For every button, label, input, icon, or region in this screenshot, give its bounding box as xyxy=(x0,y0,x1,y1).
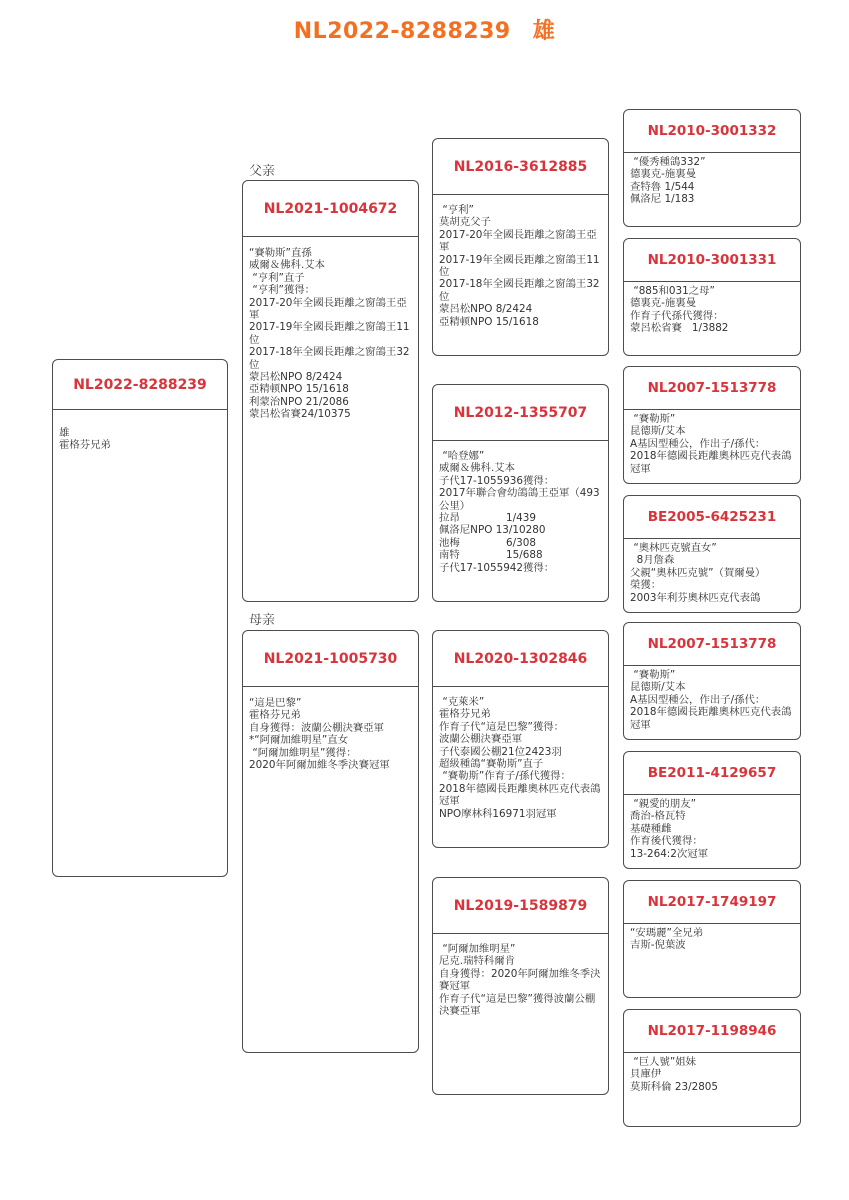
sire-sire-card[interactable] xyxy=(432,138,609,356)
ssd-ring: NL2010-3001331 xyxy=(624,239,800,282)
sire-sire-ring: NL2016-3612885 xyxy=(433,139,608,195)
dam-dam-ring: NL2019-1589879 xyxy=(433,878,608,934)
dss-card[interactable] xyxy=(623,622,801,740)
dam-sire-text: “克萊米” 霍格芬兄弟 作育子代“這是巴黎”獲得： 波蘭公棚決賽亞軍 子代泰國公棚21位2423羽 超級種鴿“賽勒斯”直子 “賽勒斯”作育子/孫代獲得： 2018年德國長距離奧林匹克代表鴿冠軍 NPO摩林科16971羽冠軍 xyxy=(439,696,601,820)
dam-dam-card[interactable] xyxy=(432,877,609,1095)
sds-text: “賽勒斯” 昆德斯/艾本 A基因型種公，作出子/孫代： 2018年德國長距離奧林匹克代表鴿冠軍 xyxy=(630,413,792,475)
dsd-card[interactable] xyxy=(623,751,801,869)
dds-card[interactable] xyxy=(623,880,801,998)
sss-text: “優秀種鴿332” 德裏克-施裏曼 查特魯 1/544 佩洛尼 1/183 xyxy=(630,156,706,206)
ddd-ring: NL2017-1198946 xyxy=(624,1010,800,1053)
dsd-text: “親愛的朋友” 喬治-格瓦特 基礎種雌 作育後代獲得： 13-264:2次冠軍 xyxy=(630,798,709,860)
dsd-ring: BE2011-4129657 xyxy=(624,752,800,795)
dds-ring: NL2017-1749197 xyxy=(624,881,800,924)
ssd-card[interactable] xyxy=(623,238,801,356)
dam-sire-ring: NL2020-1302846 xyxy=(433,631,608,687)
ddd-card[interactable] xyxy=(623,1009,801,1127)
page-title xyxy=(0,14,849,45)
dss-text: “賽勒斯” 昆德斯/艾本 A基因型種公，作出子/孫代： 2018年德國長距離奧林匹克代表鴿冠軍 xyxy=(630,669,792,731)
father-label: 父亲 xyxy=(249,164,276,179)
sire-dam-ring: NL2012-1355707 xyxy=(433,385,608,441)
sire-card[interactable] xyxy=(242,180,419,602)
sire-dam-text: “哈登娜” 威爾＆佛科.艾本 子代17-1055936獲得： 2017年聯合會幼鴿鴿王亞軍（493公里） 拉昂 1/439 佩洛尼NPO 13/10280 池梅 6/308 南特 15/688 子代17-1055942獲得： xyxy=(439,450,600,574)
dam-sire-card[interactable] xyxy=(432,630,609,848)
title-sex: 雄 xyxy=(532,19,556,44)
dam-card[interactable] xyxy=(242,630,419,1053)
sds-ring: NL2007-1513778 xyxy=(624,367,800,410)
dds-text: “安瑪麗”全兄弟 吉斯-倪葉波 xyxy=(630,927,704,952)
mother-label: 母亲 xyxy=(249,613,276,628)
subject-ring: NL2022-8288239 xyxy=(53,360,227,410)
sdd-text: “奧林匹克號直女” 8月詹森 父親“奧林匹克號”（賀爾曼） 榮獲： 2003年利芬奧林匹克代表鴿 xyxy=(630,542,766,604)
sdd-ring: BE2005-6425231 xyxy=(624,496,800,539)
dam-text: “這是巴黎” 霍格芬兄弟 自身獲得：波蘭公棚決賽亞軍 *“阿爾加維明星”直女 “阿爾加維明星”獲得： 2020年阿爾加維冬季決賽冠軍 xyxy=(249,697,390,772)
sdd-card[interactable] xyxy=(623,495,801,613)
sss-ring: NL2010-3001332 xyxy=(624,110,800,153)
sds-card[interactable] xyxy=(623,366,801,484)
subject-text: 雄 霍格芬兄弟 xyxy=(59,427,111,452)
sire-ring: NL2021-1004672 xyxy=(243,181,418,237)
ssd-text: “885和031之母” 德裏克-施裏曼 作育子代孫代獲得： 蒙呂松省賽 1/3882 xyxy=(630,285,729,335)
subject-card[interactable] xyxy=(52,359,228,877)
title-ring: NL2022-8288239 xyxy=(293,19,511,44)
dam-ring: NL2021-1005730 xyxy=(243,631,418,687)
sire-sire-text: “亨利” 莫胡克父子 2017-20年全國長距離之窗鴿王亞軍 2017-19年全國長距離之窗鴿王11位 2017-18年全國長距離之窗鴿王32位 蒙呂松NPO 8/2424 亞精顿NPO 15/1618 xyxy=(439,204,600,328)
dam-dam-text: “阿爾加维明星” 尼克.瑞特科爾肯 自身獲得：2020年阿爾加维冬季決賽冠軍 作育子代“這是巴黎”獲得波蘭公棚決賽亞軍 xyxy=(439,943,601,1018)
sss-card[interactable] xyxy=(623,109,801,227)
sire-text: “賽勒斯”直孫 威爾＆佛科.艾本 “亨利”直子 “亨利”獲得： 2017-20年全國長距離之窗鴿王亞軍 2017-19年全國長距離之窗鴿王11位 2017-18年全國長距離之窗鴿王32位 蒙呂松NPO 8/2424 亞精顿NPO 15/1618 利蒙治NPO 21/2086 蒙呂松省賽24/10375 xyxy=(249,247,410,421)
dss-ring: NL2007-1513778 xyxy=(624,623,800,666)
ddd-text: “巨人號”姐妹 貝庫伊 莫斯科倫 23/2805 xyxy=(630,1056,719,1093)
sire-dam-card[interactable] xyxy=(432,384,609,602)
